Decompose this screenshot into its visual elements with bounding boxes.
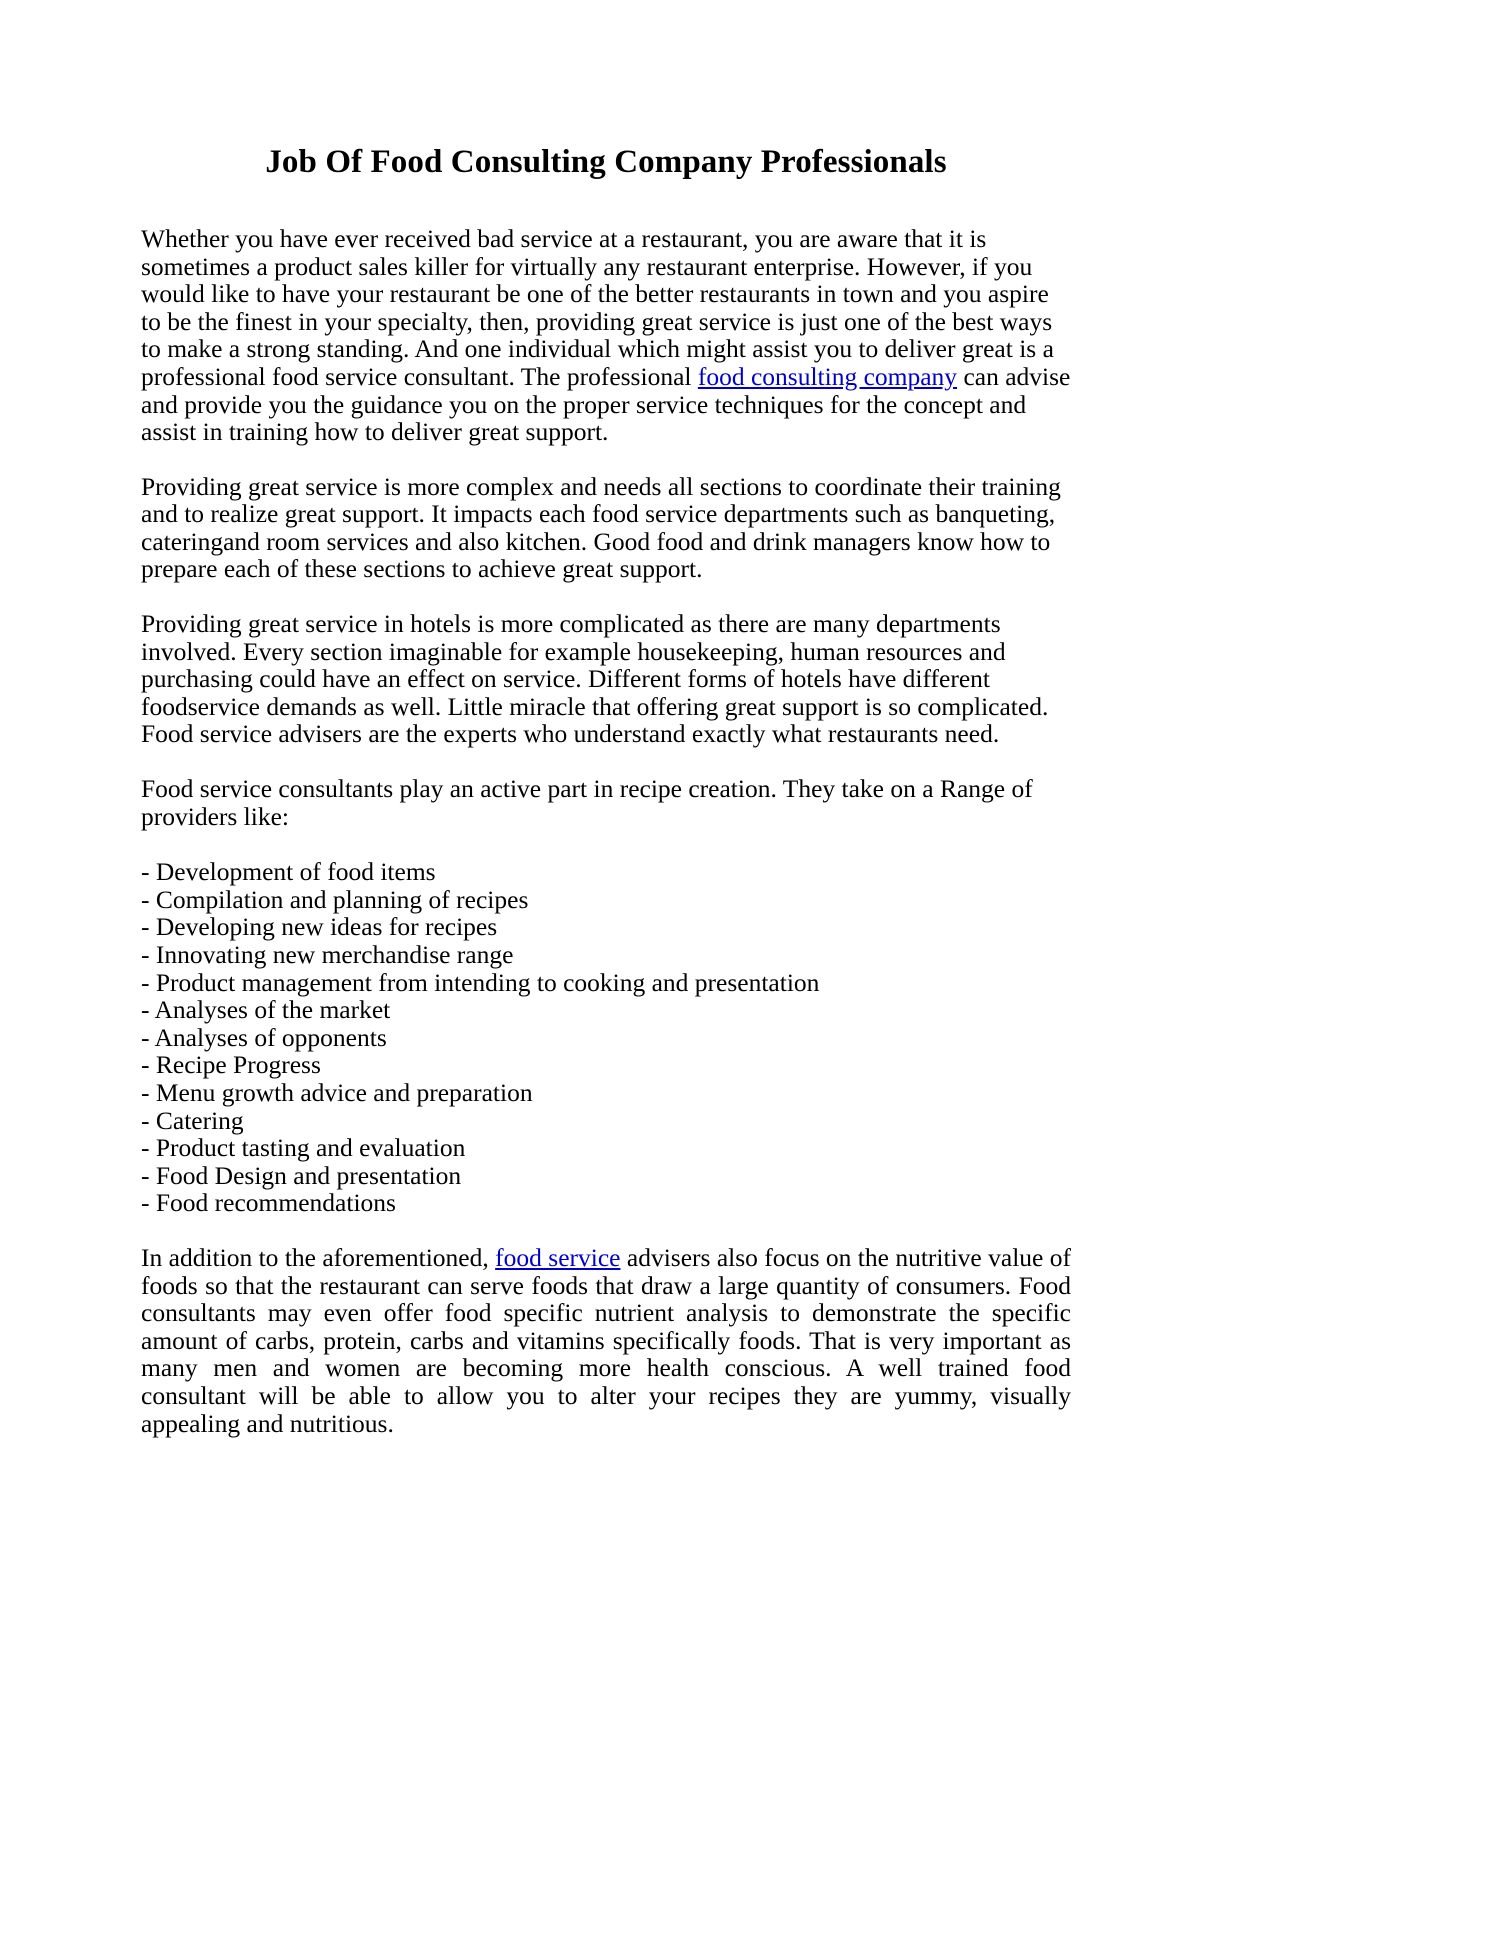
paragraph-coordination: Providing great service is more complex and needs all sections to coordinate their training and to realize great support. It impacts each food service departments such as banqueting, cateringand room services and also kitchen. Good food and drink managers know how to prepare each of these sections to achieve great support. bbox=[141, 471, 1061, 584]
list-item: - Food Design and presentation bbox=[141, 1160, 462, 1190]
list-item: - Compilation and planning of recipes bbox=[141, 884, 529, 914]
list-item: - Food recommendations bbox=[141, 1188, 396, 1218]
paragraph-intro bbox=[141, 225, 1071, 446]
paragraph-nutrition bbox=[141, 1244, 1071, 1437]
list-item: - Catering bbox=[141, 1105, 244, 1135]
food-consulting-company-link[interactable]: food consulting company bbox=[697, 361, 958, 391]
list-item: - Analyses of the market bbox=[141, 995, 391, 1025]
spacer bbox=[141, 1217, 1071, 1244]
spacer bbox=[141, 446, 1071, 473]
list-item: - Product tasting and evaluation bbox=[141, 1133, 466, 1163]
paragraph-recipe-creation: Food service consultants play an active part in recipe creation. They take on a Range of providers like: bbox=[141, 774, 1033, 831]
food-service-link[interactable]: food service bbox=[495, 1242, 621, 1272]
paragraph-intro-text-after-link: can advise and provide you the guidance you on the proper service techniques for the concept and assist in training how to deliver great support. bbox=[141, 361, 1071, 447]
paragraph-nutrition-text-before-link: In addition to the aforementioned, bbox=[141, 1242, 496, 1272]
list-item: - Developing new ideas for recipes bbox=[141, 912, 498, 942]
spacer bbox=[141, 830, 1071, 858]
list-item: - Recipe Progress bbox=[141, 1050, 321, 1080]
paragraph-hotels: Providing great service in hotels is more complicated as there are many departments involved. Every section imaginable for example housekeeping, human resources and purchasing could have an effect on service. Different forms of hotels have different foodservice demands as well. Little miracle that offering great support is so complicated. Food service advisers are the experts who understand exactly what restaurants need. bbox=[141, 609, 1049, 749]
document-content bbox=[141, 0, 1071, 1437]
list-item: - Analyses of opponents bbox=[141, 1022, 387, 1052]
list-item: - Development of food items bbox=[141, 857, 436, 887]
services-list bbox=[141, 858, 1071, 1217]
list-item: - Innovating new merchandise range bbox=[141, 940, 514, 969]
list-item: - Menu growth advice and preparation bbox=[141, 1077, 533, 1107]
spacer bbox=[141, 748, 1071, 775]
list-item: - Product management from intending to cooking and presentation bbox=[141, 967, 820, 997]
paragraph-intro-text-before-link: Whether you have ever received bad service at a restaurant, you are aware that it is sometimes a product sales killer for virtually any restaurant enterprise. However, if you would like to have your restaurant be one of the better restaurants in town and you aspire to be the finest in your specialty, then, providing great service is just one of the best ways to make a strong standing. And one individual which might assist you to deliver great is a professional food service consultant. The professional bbox=[141, 223, 1054, 391]
page-title: Job Of Food Consulting Company Professionals bbox=[265, 144, 947, 180]
spacer bbox=[141, 583, 1071, 610]
paragraph-nutrition-text-after-link: advisers also focus on the nutritive value of foods so that the restaurant can serve foods that draw a large quantity of consumers. Food consultants may even offer food specific nutrient analysis to demonstrate the specific amount of carbs, protein, carbs and vitamins specifically foods. That is very important as many men and women are becoming more health conscious. A well trained food consultant will be able to allow you to alter your recipes they are yummy, visually appealing and nutritious. bbox=[141, 1242, 1071, 1438]
spacer bbox=[141, 182, 1071, 225]
